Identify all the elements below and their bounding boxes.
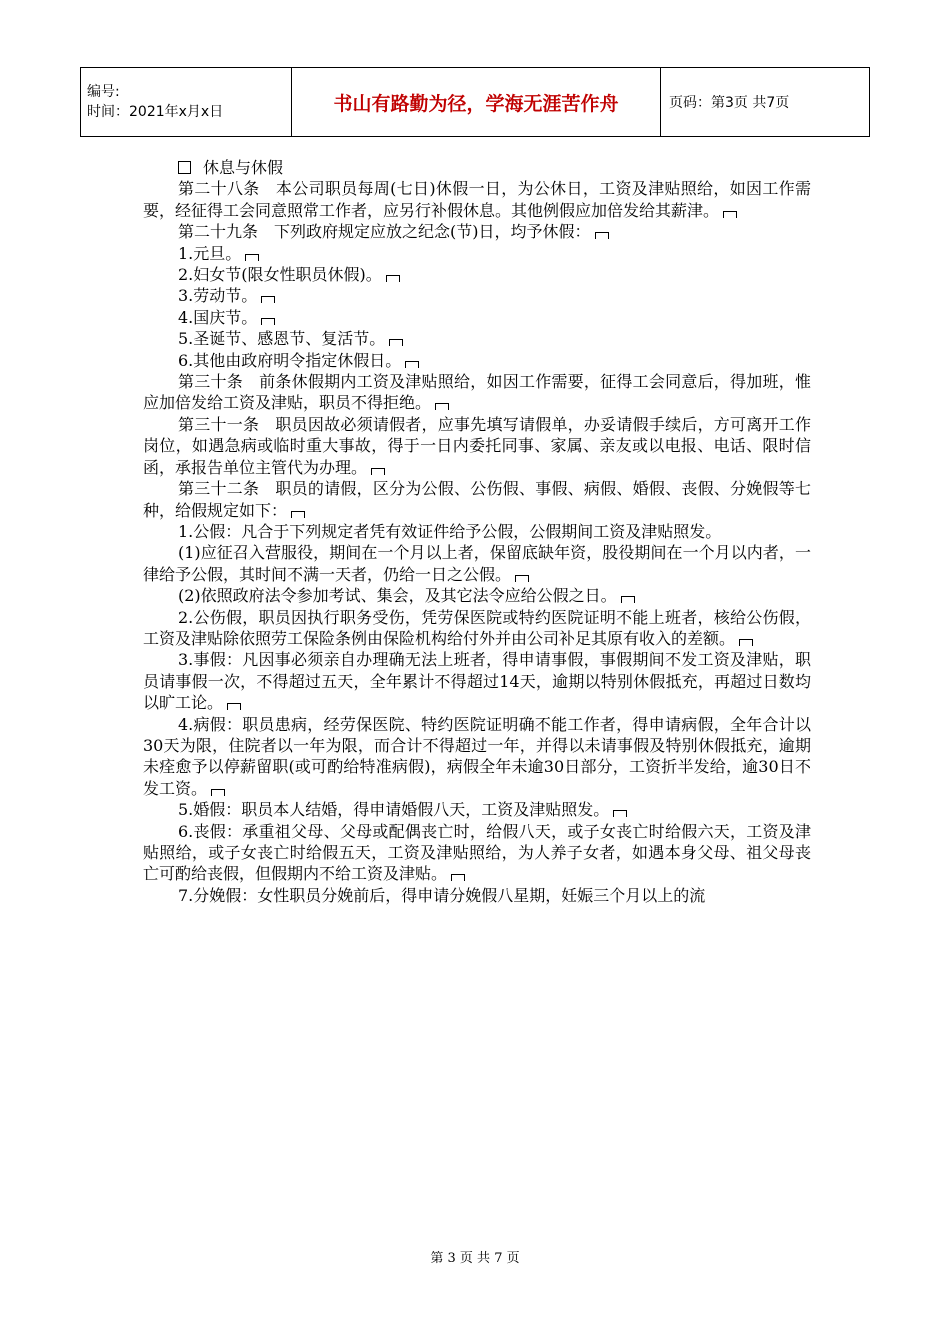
paragraph: 6.丧假：承重祖父母、父母或配偶丧亡时，给假八天，或子女丧亡时给假六天，工资及津贴照给，或子女丧亡时给假五天，工资及津贴照给，为人养子女者，如遇本身父母、祖父母丧亡可酌给丧假，但假期内不给工资及津贴。 bbox=[143, 821, 811, 884]
paragraph: 第二十八条 本公司职员每周(七日)休假一日，为公休日，工资及津贴照给，如因工作需要，经征得工会同意照常工作者，应另行补假休息。其他例假应加倍发给其薪津。 bbox=[143, 179, 811, 220]
paragraph: 2.公伤假，职员因执行职务受伤，凭劳保医院或特约医院证明不能上班者，核给公伤假，工资及津贴除依照劳工保险条例由保险机构给付外并由公司补足其原有收入的差额。 bbox=[143, 607, 811, 648]
paragraph-mark-icon bbox=[371, 468, 385, 475]
paragraph-mark-icon bbox=[739, 639, 753, 646]
paragraph-mark-icon bbox=[245, 254, 259, 261]
paragraph-mark-icon bbox=[405, 361, 419, 368]
paragraph: 第三十一条 职员因故必须请假者，应事先填写请假单，办妥请假手续后，方可离开工作岗位，如遇急病或临时重大事故，得于一日内委托同事、家属、亲友或以电报、电话、限时信函，承报告单位主管代为办理。 bbox=[143, 414, 811, 477]
time-label: 时间：2021年x月x日 bbox=[87, 104, 224, 120]
header-table bbox=[80, 67, 870, 137]
paragraph-mark-icon bbox=[451, 874, 465, 881]
paragraph-mark-icon bbox=[386, 275, 400, 282]
paragraph: 6.其他由政府明令指定休假日。 bbox=[143, 350, 811, 371]
paragraph: 2.妇女节(限女性职员休假)。 bbox=[143, 264, 811, 285]
page-footer: 第 3 页 共 7 页 bbox=[430, 1251, 520, 1266]
paragraph-mark-icon bbox=[613, 810, 627, 817]
paragraph-mark-icon bbox=[261, 318, 275, 325]
document-body bbox=[143, 157, 811, 906]
paragraph-mark-icon bbox=[621, 596, 635, 603]
paragraph-mark-icon bbox=[389, 339, 403, 346]
paragraph: 3.事假：凡因事必须亲自办理确无法上班者，得申请事假，事假期间不发工资及津贴，职员请事假一次，不得超过五天，全年累计不得超过14天，逾期以特别休假抵充，再超过日数均以旷工论。 bbox=[143, 650, 811, 713]
paragraph-mark-icon bbox=[291, 511, 305, 518]
paragraph-mark-icon bbox=[211, 789, 225, 796]
motto: 书山有路勤为径，学海无涯苦作舟 bbox=[292, 68, 661, 137]
paragraph-mark-icon bbox=[261, 296, 275, 303]
paragraph-mark-icon bbox=[227, 703, 241, 710]
paragraph: 第三十二条 职员的请假，区分为公假、公伤假、事假、病假、婚假、丧假、分娩假等七种，给假规定如下： bbox=[143, 479, 811, 520]
code-label: 编号: bbox=[87, 84, 120, 100]
paragraph-mark-icon bbox=[723, 211, 737, 218]
paragraph: 5.圣诞节、感恩节、复活节。 bbox=[143, 328, 811, 349]
section-heading bbox=[143, 157, 811, 178]
paragraph: (2)依照政府法令参加考试、集会，及其它法令应给公假之日。 bbox=[143, 585, 811, 606]
paragraph: 第三十条 前条休假期内工资及津贴照给，如因工作需要，征得工会同意后，得加班，惟应加倍发给工资及津贴，职员不得拒绝。 bbox=[143, 372, 811, 413]
paragraph: (1)应征召入营服役，期间在一个月以上者，保留底缺年资，股役期间在一个月以内者，一律给予公假，其时间不满一天者，仍给一日之公假。 bbox=[143, 543, 811, 584]
paragraph: 1.元旦。 bbox=[143, 243, 811, 264]
paragraph: 1.公假：凡合于下列规定者凭有效证件给予公假，公假期间工资及津贴照发。 bbox=[178, 521, 722, 541]
paragraph: 5.婚假：职员本人结婚，得申请婚假八天，工资及津贴照发。 bbox=[143, 799, 811, 820]
header-info-cell bbox=[81, 68, 292, 137]
paragraph: 3.劳动节。 bbox=[143, 285, 811, 306]
paragraph: 第二十九条 下列政府规定应放之纪念(节)日，均予休假： bbox=[143, 221, 811, 242]
paragraph-mark-icon bbox=[595, 232, 609, 239]
paragraph: 7.分娩假：女性职员分娩前后，得申请分娩假八星期，妊娠三个月以上的流 bbox=[178, 885, 706, 905]
paragraph: 4.国庆节。 bbox=[143, 307, 811, 328]
paragraph-mark-icon bbox=[515, 575, 529, 582]
paragraph-mark-icon bbox=[435, 403, 449, 410]
paragraph: 4.病假：职员患病，经劳保医院、特约医院证明确不能工作者，得申请病假，全年合计以30天为限，住院者以一年为限，而合计不得超过一年，并得以未请事假及特别休假抵充，逾期未痊愈予以停薪留职(或可酌给特准病假)，病假全年未逾30日部分，工资折半发给，逾30日不发工资。 bbox=[143, 714, 811, 798]
page-label: 页码：第3页 共7页 bbox=[661, 68, 870, 137]
section-title: 休息与休假 bbox=[203, 158, 284, 177]
checkbox-icon bbox=[178, 161, 191, 174]
